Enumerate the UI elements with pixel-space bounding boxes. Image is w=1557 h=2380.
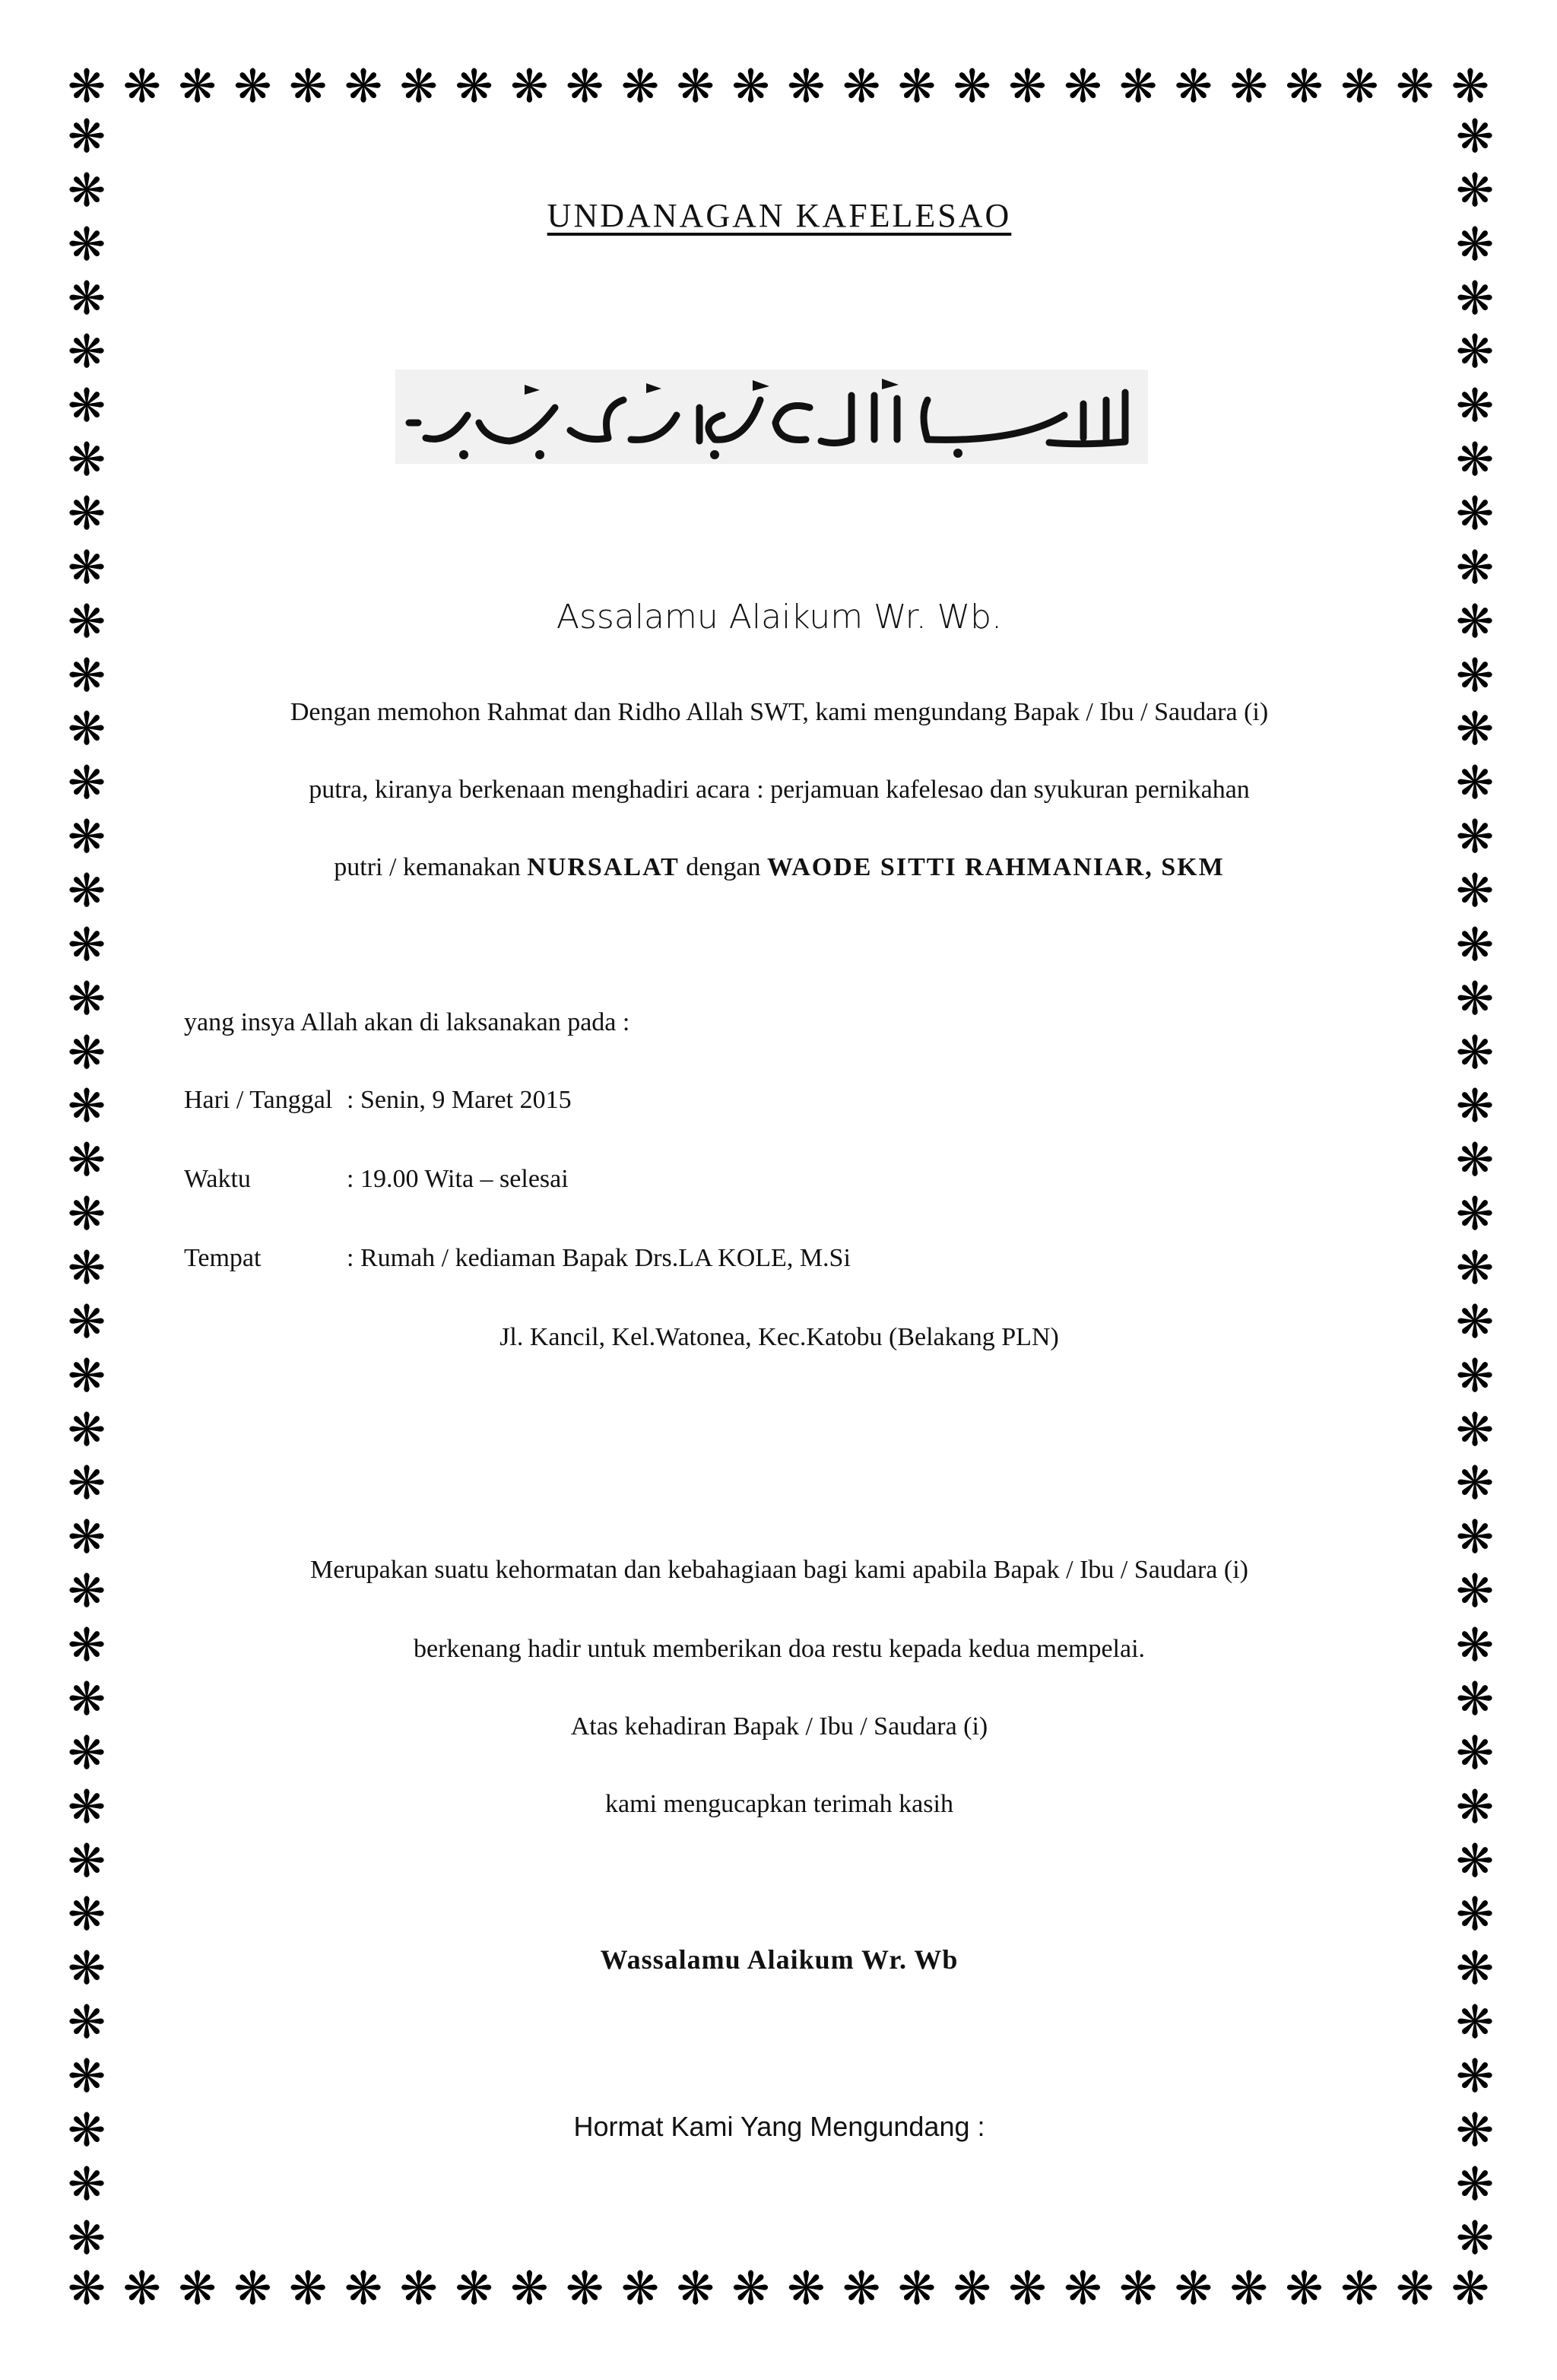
asterisk-flower-icon: ❋ [1455, 918, 1495, 972]
schedule-time [184, 1165, 1393, 1194]
asterisk-flower-icon: ❋ [566, 2262, 604, 2315]
outro-line-3: Atas kehadiran Bapak / Ibu / Saudara (i) [570, 1712, 988, 1741]
asterisk-flower-icon: ❋ [897, 2262, 937, 2315]
asterisk-flower-icon: ❋ [67, 1349, 106, 1403]
asterisk-flower-icon: ❋ [1455, 1834, 1495, 1888]
schedule-lead: yang insya Allah akan di laksanakan pada : [184, 1008, 630, 1036]
asterisk-flower-icon: ❋ [1455, 1080, 1495, 1134]
asterisk-flower-icon: ❋ [1455, 1888, 1495, 1942]
date-value: : Senin, 9 Maret 2015 [347, 1086, 572, 1114]
asterisk-flower-icon: ❋ [67, 1942, 106, 1996]
asterisk-flower-icon: ❋ [1455, 1403, 1495, 1457]
asterisk-flower-icon: ❋ [620, 60, 660, 113]
signature-heading: Hormat Kami Yang Mengundang : [573, 2111, 985, 2142]
asterisk-flower-icon: ❋ [731, 60, 770, 113]
asterisk-flower-icon: ❋ [1451, 60, 1490, 113]
asterisk-flower-icon: ❋ [67, 60, 106, 113]
asterisk-flower-icon: ❋ [1455, 1672, 1495, 1726]
asterisk-flower-icon: ❋ [67, 1457, 106, 1511]
asterisk-flower-icon: ❋ [1008, 2262, 1047, 2315]
asterisk-flower-icon: ❋ [1229, 60, 1268, 113]
border-left [59, 110, 114, 2265]
asterisk-flower-icon: ❋ [122, 60, 161, 113]
intro-line-1: Dengan memohon Rahmat dan Ridho Allah SWT, kami mengundang Bapak / Ibu / Saudara (i) [290, 698, 1269, 726]
invitation-title: UNDANAGAN KAFELESAO [547, 197, 1012, 234]
asterisk-flower-icon: ❋ [1119, 2262, 1158, 2315]
asterisk-flower-icon: ❋ [67, 110, 106, 163]
asterisk-flower-icon: ❋ [1455, 595, 1495, 649]
asterisk-flower-icon: ❋ [510, 2262, 549, 2315]
asterisk-flower-icon: ❋ [1455, 325, 1495, 379]
connector-text: dengan [686, 853, 761, 881]
asterisk-flower-icon: ❋ [67, 1672, 106, 1726]
place-value: : Rumah / kediaman Bapak Drs.LA KOLE, M.Si [347, 1244, 851, 1272]
asterisk-flower-icon: ❋ [67, 703, 106, 757]
bismillah-calligraphy-icon [395, 370, 1148, 464]
asterisk-flower-icon: ❋ [399, 2262, 438, 2315]
border-bottom [64, 2261, 1493, 2316]
place-label: Tempat [184, 1244, 262, 1272]
outro-line-1: Merupakan suatu kehormatan dan kebahagiaan bagi kami apabila Bapak / Ibu / Saudara (i) [310, 1556, 1248, 1584]
asterisk-flower-icon: ❋ [566, 60, 604, 113]
asterisk-flower-icon: ❋ [67, 757, 106, 811]
asterisk-flower-icon: ❋ [1455, 865, 1495, 919]
asterisk-flower-icon: ❋ [67, 972, 106, 1026]
groom-name: NURSALAT [527, 853, 680, 881]
asterisk-flower-icon: ❋ [1455, 1188, 1495, 1242]
asterisk-flower-icon: ❋ [67, 1834, 106, 1888]
asterisk-flower-icon: ❋ [67, 1188, 106, 1242]
asterisk-flower-icon: ❋ [455, 60, 493, 113]
asterisk-flower-icon: ❋ [67, 1080, 106, 1134]
asterisk-flower-icon: ❋ [897, 60, 937, 113]
asterisk-flower-icon: ❋ [1455, 1619, 1495, 1673]
asterisk-flower-icon: ❋ [676, 60, 715, 113]
asterisk-flower-icon: ❋ [67, 2049, 106, 2103]
asterisk-flower-icon: ❋ [233, 60, 272, 113]
intro-line-3 [175, 853, 1384, 882]
asterisk-flower-icon: ❋ [344, 2262, 383, 2315]
date-label: Hari / Tanggal [184, 1086, 333, 1114]
asterisk-flower-icon: ❋ [1455, 1134, 1495, 1188]
asterisk-flower-icon: ❋ [1064, 60, 1102, 113]
asterisk-flower-icon: ❋ [122, 2262, 161, 2315]
asterisk-flower-icon: ❋ [67, 1888, 106, 1942]
asterisk-flower-icon: ❋ [1174, 2262, 1213, 2315]
asterisk-flower-icon: ❋ [1455, 2157, 1495, 2211]
asterisk-flower-icon: ❋ [1064, 2262, 1102, 2315]
asterisk-flower-icon: ❋ [1455, 271, 1495, 325]
asterisk-flower-icon: ❋ [1455, 1942, 1495, 1996]
asterisk-flower-icon: ❋ [1455, 1242, 1495, 1296]
asterisk-flower-icon: ❋ [289, 60, 328, 113]
asterisk-flower-icon: ❋ [67, 1619, 106, 1673]
outro-line-2: berkenang hadir untuk memberikan doa restu kepada kedua mempelai. [413, 1635, 1146, 1663]
asterisk-flower-icon: ❋ [1455, 972, 1495, 1026]
asterisk-flower-icon: ❋ [1229, 2262, 1268, 2315]
asterisk-flower-icon: ❋ [67, 2157, 106, 2211]
asterisk-flower-icon: ❋ [67, 865, 106, 919]
asterisk-flower-icon: ❋ [1455, 757, 1495, 811]
asterisk-flower-icon: ❋ [67, 1511, 106, 1565]
asterisk-flower-icon: ❋ [178, 2262, 217, 2315]
asterisk-flower-icon: ❋ [1455, 110, 1495, 163]
asterisk-flower-icon: ❋ [787, 60, 826, 113]
asterisk-flower-icon: ❋ [1455, 1457, 1495, 1511]
asterisk-flower-icon: ❋ [1395, 60, 1435, 113]
intro-line-3-prefix: putri / kemanakan [334, 853, 521, 881]
asterisk-flower-icon: ❋ [455, 2262, 493, 2315]
asterisk-flower-icon: ❋ [67, 163, 106, 217]
asterisk-flower-icon: ❋ [1455, 1026, 1495, 1080]
asterisk-flower-icon: ❋ [1455, 649, 1495, 703]
asterisk-flower-icon: ❋ [67, 811, 106, 865]
asterisk-flower-icon: ❋ [67, 918, 106, 972]
asterisk-flower-icon: ❋ [67, 1295, 106, 1349]
border-top [64, 59, 1493, 114]
asterisk-flower-icon: ❋ [399, 60, 438, 113]
outro-line-4: kami mengucapkan terimah kasih [605, 1790, 953, 1818]
asterisk-flower-icon: ❋ [67, 1026, 106, 1080]
asterisk-flower-icon: ❋ [953, 2262, 991, 2315]
asterisk-flower-icon: ❋ [842, 60, 881, 113]
asterisk-flower-icon: ❋ [953, 60, 991, 113]
asterisk-flower-icon: ❋ [1455, 1780, 1495, 1834]
schedule-date [184, 1086, 1393, 1115]
asterisk-flower-icon: ❋ [1455, 379, 1495, 433]
asterisk-flower-icon: ❋ [67, 325, 106, 379]
asterisk-flower-icon: ❋ [1455, 1726, 1495, 1780]
asterisk-flower-icon: ❋ [67, 2262, 106, 2315]
asterisk-flower-icon: ❋ [1174, 60, 1213, 113]
asterisk-flower-icon: ❋ [1455, 2211, 1495, 2265]
asterisk-flower-icon: ❋ [289, 2262, 328, 2315]
asterisk-flower-icon: ❋ [1455, 1349, 1495, 1403]
asterisk-flower-icon: ❋ [1455, 1996, 1495, 2050]
border-right [1448, 110, 1502, 2265]
bride-name: WAODE SITTI RAHMANIAR, SKM [766, 853, 1225, 881]
asterisk-flower-icon: ❋ [1455, 1565, 1495, 1619]
asterisk-flower-icon: ❋ [67, 487, 106, 541]
asterisk-flower-icon: ❋ [1455, 811, 1495, 865]
asterisk-flower-icon: ❋ [67, 1996, 106, 2050]
asterisk-flower-icon: ❋ [67, 2103, 106, 2157]
asterisk-flower-icon: ❋ [1455, 2049, 1495, 2103]
asterisk-flower-icon: ❋ [1285, 60, 1324, 113]
asterisk-flower-icon: ❋ [1455, 703, 1495, 757]
asterisk-flower-icon: ❋ [1285, 2262, 1324, 2315]
asterisk-flower-icon: ❋ [67, 649, 106, 703]
closing-greeting: Wassalamu Alaikum Wr. Wb [600, 1944, 959, 1975]
asterisk-flower-icon: ❋ [1455, 1511, 1495, 1565]
asterisk-flower-icon: ❋ [1455, 2103, 1495, 2157]
asterisk-flower-icon: ❋ [1008, 60, 1047, 113]
asterisk-flower-icon: ❋ [787, 2262, 826, 2315]
time-label: Waktu [184, 1165, 251, 1193]
asterisk-flower-icon: ❋ [67, 271, 106, 325]
asterisk-flower-icon: ❋ [1455, 487, 1495, 541]
asterisk-flower-icon: ❋ [67, 217, 106, 271]
asterisk-flower-icon: ❋ [344, 60, 383, 113]
schedule-address: Jl. Kancil, Kel.Watonea, Kec.Katobu (Belakang PLN) [499, 1323, 1059, 1351]
asterisk-flower-icon: ❋ [1119, 60, 1158, 113]
asterisk-flower-icon: ❋ [676, 2262, 715, 2315]
asterisk-flower-icon: ❋ [67, 541, 106, 595]
asterisk-flower-icon: ❋ [67, 1403, 106, 1457]
asterisk-flower-icon: ❋ [178, 60, 217, 113]
asterisk-flower-icon: ❋ [67, 2211, 106, 2265]
asterisk-flower-icon: ❋ [620, 2262, 660, 2315]
asterisk-flower-icon: ❋ [67, 1726, 106, 1780]
asterisk-flower-icon: ❋ [67, 1565, 106, 1619]
asterisk-flower-icon: ❋ [1451, 2262, 1490, 2315]
opening-greeting: Assalamu Alaikum Wr. Wb. [556, 598, 1003, 636]
asterisk-flower-icon: ❋ [731, 2262, 770, 2315]
asterisk-flower-icon: ❋ [67, 1780, 106, 1834]
asterisk-flower-icon: ❋ [1455, 163, 1495, 217]
asterisk-flower-icon: ❋ [67, 1242, 106, 1296]
asterisk-flower-icon: ❋ [67, 433, 106, 487]
asterisk-flower-icon: ❋ [842, 2262, 881, 2315]
asterisk-flower-icon: ❋ [1340, 2262, 1379, 2315]
asterisk-flower-icon: ❋ [1455, 217, 1495, 271]
asterisk-flower-icon: ❋ [1455, 541, 1495, 595]
intro-line-2: putra, kiranya berkenaan menghadiri acara : perjamuan kafelesao dan syukuran pernikahan [309, 776, 1250, 804]
asterisk-flower-icon: ❋ [67, 1134, 106, 1188]
asterisk-flower-icon: ❋ [67, 595, 106, 649]
time-value: : 19.00 Wita – selesai [347, 1165, 569, 1193]
asterisk-flower-icon: ❋ [233, 2262, 272, 2315]
asterisk-flower-icon: ❋ [1340, 60, 1379, 113]
asterisk-flower-icon: ❋ [67, 379, 106, 433]
asterisk-flower-icon: ❋ [1455, 1295, 1495, 1349]
schedule-place [184, 1244, 1393, 1273]
asterisk-flower-icon: ❋ [1395, 2262, 1435, 2315]
asterisk-flower-icon: ❋ [1455, 433, 1495, 487]
asterisk-flower-icon: ❋ [510, 60, 549, 113]
